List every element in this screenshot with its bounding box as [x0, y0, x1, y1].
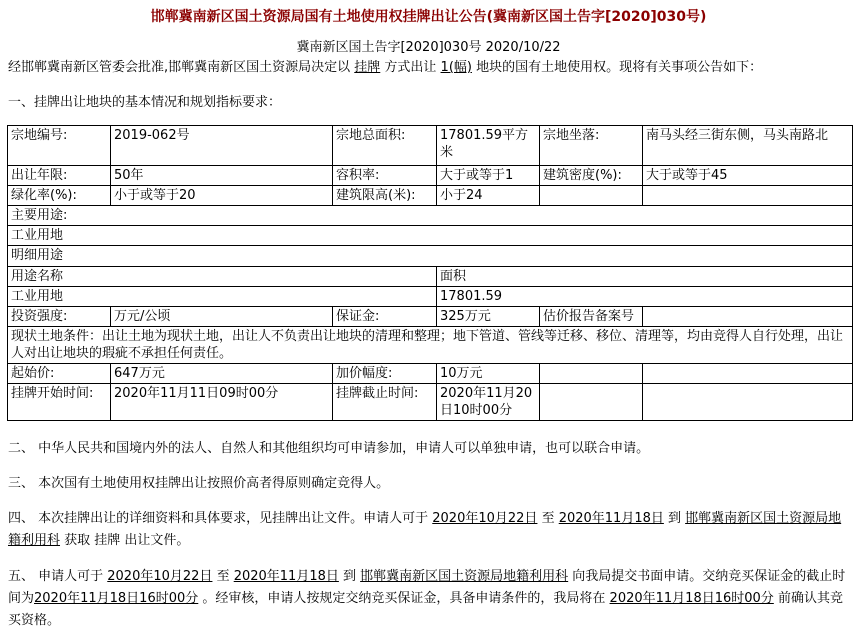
- label-cell: 宗地坐落:: [540, 126, 643, 166]
- table-row: [8, 166, 853, 186]
- label-cell: 建筑限高(米):: [333, 186, 437, 206]
- table-row: [8, 206, 853, 226]
- table-row: [8, 364, 853, 384]
- intro-paragraph: 经邯郸冀南新区管委会批准,邯郸冀南新区国土资源局决定以 挂牌 方式出让 1(幅) 地块的国有土地使用权。现将有关事项公告如下：: [8, 60, 763, 75]
- table-row: [8, 287, 853, 307]
- label-cell: 建筑密度(%):: [540, 166, 643, 186]
- label-cell: 投资强度:: [8, 307, 111, 327]
- parcel-info-table: [7, 125, 853, 421]
- deposit-deadline: 2020年11月18日16时00分: [34, 591, 199, 606]
- label-cell: 绿化率(%):: [8, 186, 111, 206]
- main-use-label: 主要用途:: [8, 206, 853, 226]
- section-3: 三、 本次国有土地使用权挂牌出让按照价高者得原则确定竞得人。: [8, 476, 390, 491]
- confirm-time: 2020年11月18日16时00分: [609, 591, 774, 606]
- table-row: [8, 126, 853, 166]
- start-date: 2020年10月22日: [432, 511, 538, 526]
- value-cell: 南马头经三街东侧，马头南路北: [643, 126, 853, 166]
- area-header: 面积: [437, 267, 853, 287]
- page-title: 邯郸冀南新区国土资源局国有土地使用权挂牌出让公告(冀南新区国土告字[2020]030号): [150, 9, 707, 25]
- value-cell: 2020年11月20日10时00分: [437, 384, 540, 421]
- area-value: 17801.59: [437, 287, 853, 307]
- value-cell: [643, 307, 853, 327]
- value-cell: 10万元: [437, 364, 540, 384]
- label-cell: 挂牌开始时间:: [8, 384, 111, 421]
- detail-use-heading: 明细用途: [8, 246, 853, 267]
- value-cell: 647万元: [111, 364, 333, 384]
- table-row: [8, 384, 853, 421]
- label-cell: 保证金:: [333, 307, 437, 327]
- table-row: [8, 246, 853, 267]
- table-row: [8, 186, 853, 206]
- method-value: 挂牌: [354, 60, 381, 75]
- start-date: 2020年10月22日: [107, 569, 213, 584]
- end-date: 2020年11月18日: [558, 511, 664, 526]
- land-status: 现状土地条件：出让土地为现状土地，出让人不负责出让地块的清理和整理；地下管道、管线等迁移、移位、清理等，均由竞得人自行处理，出让人对出让地块的瑕疵不承担任何责任。: [8, 327, 853, 364]
- label-cell: 起始价:: [8, 364, 111, 384]
- value-cell: 小于24: [437, 186, 540, 206]
- table-row: [8, 226, 853, 246]
- label-cell: 容积率:: [333, 166, 437, 186]
- label-cell: 挂牌截止时间:: [333, 384, 437, 421]
- office-link[interactable]: 邯郸冀南新区国土资源局地籍利用科: [8, 511, 842, 548]
- table-row: [8, 307, 853, 327]
- value-cell: 2020年11月11日09时00分: [111, 384, 333, 421]
- announcement-number-date: 冀南新区国土告字[2020]030号 2020/10/22: [296, 40, 561, 55]
- use-name-header: 用途名称: [8, 267, 437, 287]
- section-1-heading: 一、挂牌出让地块的基本情况和规划指标要求：: [8, 95, 282, 110]
- value-cell: 万元/公顷: [111, 307, 333, 327]
- label-cell: 宗地编号:: [8, 126, 111, 166]
- section-5: 五、 申请人可于 2020年10月22日 至 2020年11月18日 到 邯郸冀南新区国土资源局地籍利用科 向我局提交书面申请。交纳竞买保证金的截止时间为2020年11月18日16时00分 。经审核，申请人按规定交纳竞买保证金，具备申请条件的，我局将在 2020年11月18日16时00分 前确认其竞买资格。: [8, 569, 846, 628]
- use-value: 工业用地: [8, 287, 437, 307]
- table-row: [8, 267, 853, 287]
- value-cell: 大于或等于1: [437, 166, 540, 186]
- office-link[interactable]: 邯郸冀南新区国土资源局地籍利用科: [360, 569, 569, 584]
- label-cell: 加价幅度:: [333, 364, 437, 384]
- main-use-value: 工业用地: [8, 226, 853, 246]
- value-cell: 小于或等于20: [111, 186, 333, 206]
- label-cell: 估价报告备案号: [540, 307, 643, 327]
- label-cell: 出让年限:: [8, 166, 111, 186]
- section-4: 四、 本次挂牌出让的详细资料和具体要求，见挂牌出让文件。申请人可于 2020年10月22日 至 2020年11月18日 到 邯郸冀南新区国土资源局地籍利用科 获取 挂牌 出让文件。: [8, 511, 842, 548]
- parcel-count: 1(幅): [440, 60, 472, 75]
- table-row: [8, 327, 853, 364]
- value-cell: 大于或等于45: [643, 166, 853, 186]
- section-2: 二、 中华人民共和国境内外的法人、自然人和其他组织均可申请参加，申请人可以单独申请，也可以联合申请。: [8, 441, 650, 456]
- label-cell: 宗地总面积:: [333, 126, 437, 166]
- value-cell: 325万元: [437, 307, 540, 327]
- value-cell: 50年: [111, 166, 333, 186]
- end-date: 2020年11月18日: [233, 569, 339, 584]
- value-cell: 17801.59平方米: [437, 126, 540, 166]
- value-cell: 2019-062号: [111, 126, 333, 166]
